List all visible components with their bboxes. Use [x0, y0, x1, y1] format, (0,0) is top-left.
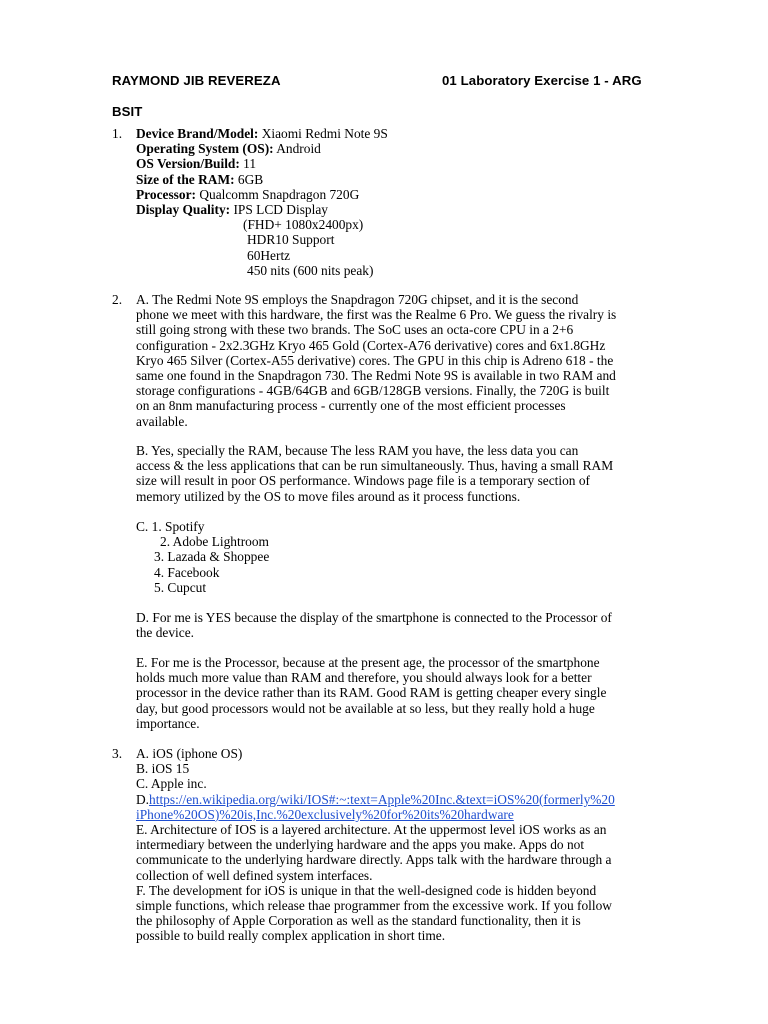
- list-item: 2. Adobe Lightroom: [160, 534, 269, 550]
- text-line: size will result in poor OS performance. Windows page file is a temporary section of: [136, 473, 590, 489]
- spec-value: 6GB: [234, 171, 264, 187]
- text-line: A. The Redmi Note 9S employs the Snapdragon 720G chipset, and it is the second: [136, 292, 579, 307]
- d-prefix: D.: [136, 791, 150, 807]
- text-line: E. Architecture of IOS is a layered architecture. At the uppermost level iOS works as an: [136, 822, 607, 838]
- display-refresh: 60Hertz: [247, 247, 291, 263]
- spec-brand-model: [136, 126, 684, 141]
- text-line: the device.: [136, 625, 194, 641]
- q2-number: 2.: [112, 292, 123, 307]
- q1-number: 1.: [112, 126, 123, 141]
- text-line: storage configurations - 4GB/64GB and 6GB/128GB versions. Finally, the 720G is built: [136, 383, 610, 399]
- list-item: 5. Cupcut: [154, 579, 207, 595]
- text-line: still going strong with these two brands. The SoC uses an octa-core CPU in a 2+6: [136, 322, 574, 338]
- spec-value: Android: [273, 141, 321, 157]
- q1-specs: [136, 126, 684, 278]
- spec-label: Processor:: [136, 186, 196, 202]
- c-prefix: C.: [136, 519, 152, 534]
- spec-processor: [136, 187, 684, 202]
- text-line: configuration - 2x2.3GHz Kryo 465 Gold (Cortex-A76 derivative) cores and 6x1.8GHz: [136, 337, 606, 353]
- text-line: collection of well defined system interfaces.: [136, 867, 373, 883]
- text-line: importance.: [136, 715, 200, 731]
- list-item: 3. Lazada & Shoppee: [154, 549, 270, 565]
- spec-os-version: [136, 156, 684, 171]
- spec-label: Operating System (OS):: [136, 141, 274, 157]
- q2-answer-b: [136, 443, 684, 504]
- text-line: processor in the device rather than its RAM. Good RAM is getting cheaper every single: [136, 685, 607, 701]
- text-line: communicate to the underlying hardware directly. Apps talk with the hardware through a: [136, 852, 612, 868]
- spec-label: Size of the RAM:: [136, 171, 235, 187]
- course-label: BSIT: [112, 104, 143, 119]
- exercise-title: 01 Laboratory Exercise 1 - ARG: [442, 73, 642, 88]
- spec-value: Qualcomm Snapdragon 720G: [195, 186, 360, 202]
- spec-os: [136, 141, 684, 156]
- spec-label: Display Quality:: [136, 202, 231, 218]
- text-line: possible to build really complex application in short time.: [136, 928, 446, 944]
- q2-answer-c: [136, 519, 684, 595]
- wikipedia-link-cont[interactable]: iPhone%20OS)%20is,Inc.%20exclusively%20for%20its%20hardware: [136, 806, 514, 822]
- text-line: intermediary between the underlying hardware and the apps you make. Apps do not: [136, 837, 585, 853]
- text-line: memory utilized by the OS to move files around as it process functions.: [136, 488, 521, 504]
- app-name: 1. Spotify: [151, 519, 205, 534]
- text-line: day, but good processors would not be available at so less, but they really hold a huge: [136, 700, 595, 716]
- q2-answer-a: [136, 292, 684, 429]
- q3-answer-a: A. iOS (iphone OS): [136, 746, 243, 761]
- spec-value: 11: [239, 156, 257, 172]
- spec-label: Device Brand/Model:: [136, 126, 259, 141]
- list-item: 4. Facebook: [154, 564, 220, 580]
- q3-answer-b: B. iOS 15: [136, 761, 190, 777]
- text-line: available.: [136, 413, 188, 429]
- q3-number: 3.: [112, 746, 123, 761]
- q3-answer-c: C. Apple inc.: [136, 776, 207, 792]
- spec-display: [136, 202, 684, 217]
- text-line: on an 8nm manufacturing process - currently one of the most efficient processes: [136, 398, 566, 414]
- text-line: F. The development for iOS is unique in that the well-designed code is hidden beyond: [136, 882, 597, 898]
- text-line: Kryo 465 Silver (Cortex-A55 derivative) cores. The GPU in this chip is Adreno 618 - the: [136, 352, 614, 368]
- q2-answer-e: [136, 655, 684, 731]
- text-line: phone we meet with this hardware, the first was the Realme 6 Pro. We guess the rivalry is: [136, 307, 617, 323]
- spec-value: Xiaomi Redmi Note 9S: [258, 126, 388, 141]
- spec-value: IPS LCD Display: [230, 202, 328, 218]
- text-line: the philosophy of Apple Corporation as well as the standard functionality, then it is: [136, 913, 581, 929]
- q3-answer-d-cont: [136, 807, 684, 822]
- text-line: simple functions, which release thae programmer from the excessive work. If you follow: [136, 898, 612, 914]
- q3-answers: [136, 746, 684, 944]
- display-hdr: HDR10 Support: [247, 232, 335, 248]
- list-item: [136, 519, 684, 534]
- q2-answer-d: [136, 610, 684, 640]
- wikipedia-link[interactable]: https://en.wikipedia.org/wiki/IOS#:~:text=Apple%20Inc.&text=iOS%20(formerly%20: [149, 791, 615, 807]
- display-resolution: (FHD+ 1080x2400px): [243, 217, 364, 233]
- text-line: E. For me is the Processor, because at the present age, the processor of the smartphone: [136, 655, 600, 670]
- text-line: same one found in the Snapdragon 730. The Redmi Note 9S is available in two RAM and: [136, 368, 616, 384]
- text-line: D. For me is YES because the display of the smartphone is connected to the Processor of: [136, 610, 612, 625]
- q3-answer-d: [136, 792, 684, 807]
- text-line: holds much more value than RAM and therefore, you should always look for a better: [136, 670, 592, 686]
- text-line: B. Yes, specially the RAM, because The less RAM you have, the less data you can: [136, 443, 579, 458]
- display-brightness: 450 nits (600 nits peak): [247, 262, 374, 278]
- spec-label: OS Version/Build:: [136, 156, 240, 172]
- student-name: RAYMOND JIB REVEREZA: [112, 73, 281, 88]
- spec-ram: [136, 172, 684, 187]
- text-line: access & the less applications that can be run simultaneously. Thus, having a small RAM: [136, 458, 614, 474]
